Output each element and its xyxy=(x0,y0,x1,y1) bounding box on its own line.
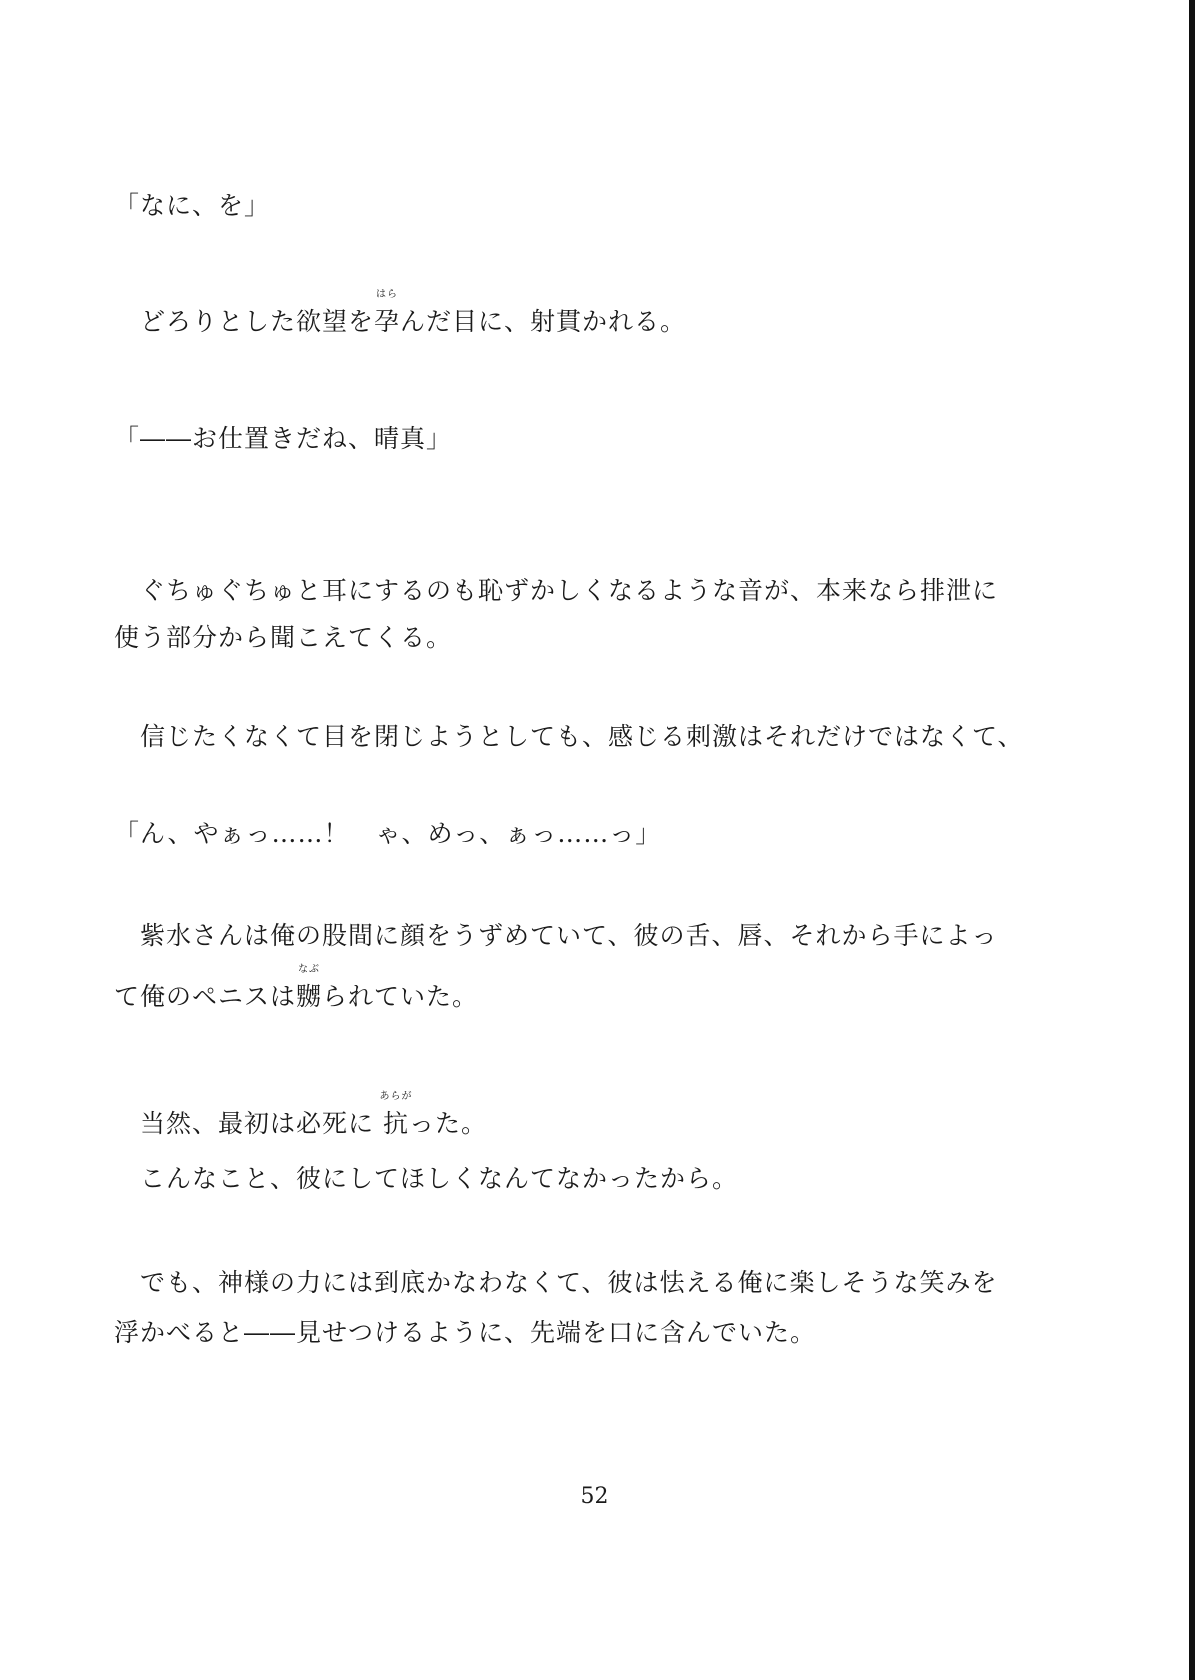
ruby-base: 嬲 xyxy=(296,982,323,1011)
text-segment: んだ目に、射貫かれる。 xyxy=(400,307,687,336)
text-line: でも、神様の力には到底かなわなくて、彼は怯える俺に楽しそうな笑みを xyxy=(114,1268,998,1297)
text-line: ぐちゅぐちゅと耳にするのも恥ずかしくなるような音が、本来なら排泄に xyxy=(114,576,999,605)
ruby-base: 抗 xyxy=(382,1109,409,1138)
page-edge xyxy=(1189,0,1195,1680)
text-line-with-ruby xyxy=(114,964,479,1013)
text-line: 使う部分から聞こえてくる。 xyxy=(114,623,453,652)
ruby-annotation xyxy=(379,1091,413,1140)
text-line: 浮かべると――見せつけるように、先端を口に含んでいた。 xyxy=(114,1318,817,1347)
page-number: 52 xyxy=(580,1484,609,1509)
ruby-reading: はら xyxy=(376,289,399,300)
ruby-annotation xyxy=(374,289,401,338)
text-line: こんなこと、彼にしてほしくなんてなかったから。 xyxy=(114,1164,739,1193)
text-line: 「なに、を」 xyxy=(114,191,271,220)
ruby-annotation xyxy=(296,964,323,1013)
text-line: 信じたくなくて目を閉じようとしても、感じる刺激はそれだけではなくて、 xyxy=(114,722,1024,751)
text-line: 「――お仕置きだね、晴真」 xyxy=(114,424,453,453)
text-segment: どろりとした欲望を xyxy=(114,307,375,336)
text-segment: られていた。 xyxy=(322,982,479,1011)
ruby-base: 孕 xyxy=(374,307,401,336)
text-segment: 当然、最初は必死に xyxy=(114,1109,383,1138)
ruby-reading: あらが xyxy=(379,1091,413,1102)
text-line: 紫水さんは俺の股間に顔をうずめていて、彼の舌、唇、それから手によっ xyxy=(114,921,998,950)
text-line-with-ruby xyxy=(114,289,687,338)
text-segment: った。 xyxy=(408,1109,487,1138)
ruby-reading: なぶ xyxy=(298,964,321,975)
text-segment: て俺のペニスは xyxy=(114,982,297,1011)
text-line-with-ruby xyxy=(114,1091,487,1140)
text-line: 「ん、やぁっ……！ ゃ、めっ、ぁっ……っ」 xyxy=(114,819,662,848)
